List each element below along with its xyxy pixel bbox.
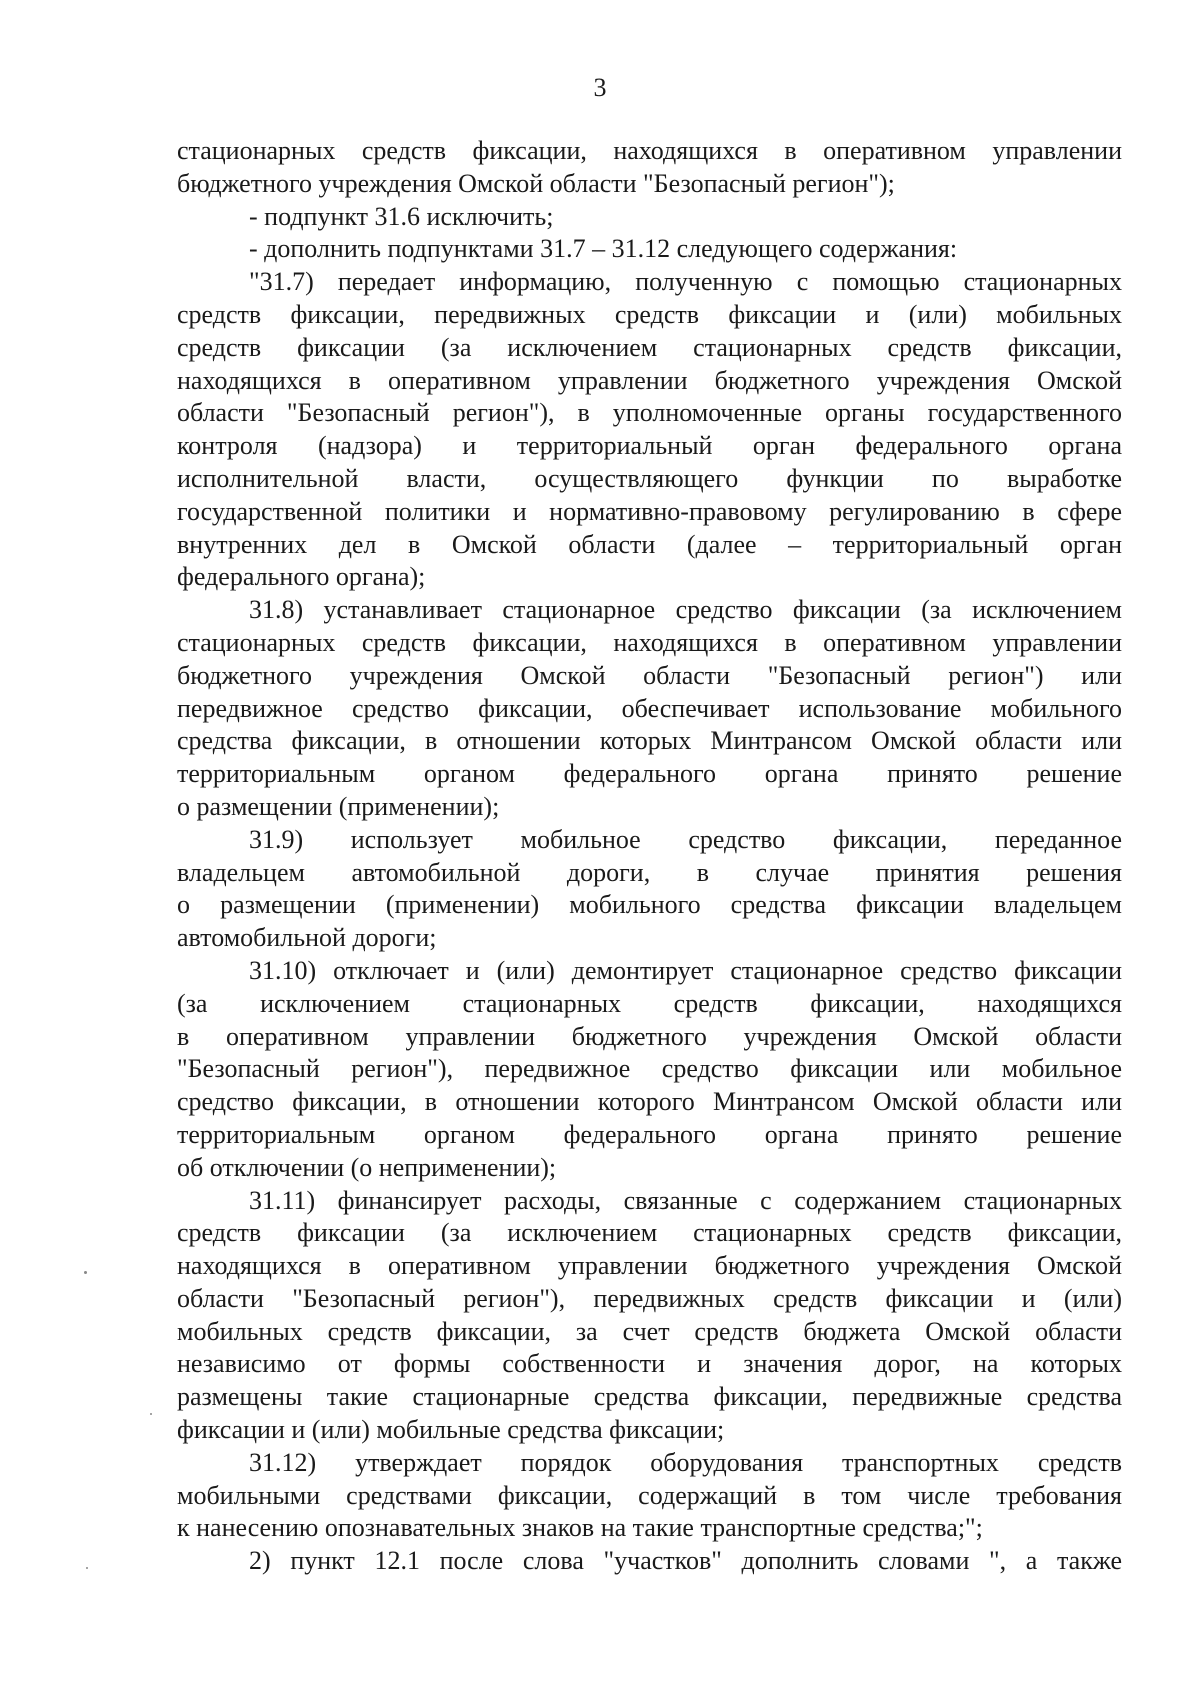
text-line: мобильными средствами фиксации, содержащий в том числе требования <box>177 1480 1122 1510</box>
text-line: исполнительной власти, осуществляющего функции по выработке <box>177 463 1122 493</box>
text-line: средств фиксации, передвижных средств фиксации и (или) мобильных <box>177 299 1122 329</box>
text-line: находящихся в оперативном управлении бюджетного учреждения Омской <box>177 1251 1122 1281</box>
document-body <box>177 135 1122 1578</box>
text-line: к нанесению опознавательных знаков на такие транспортные средства;"; <box>177 1513 983 1543</box>
text-line: области "Безопасный регион"), в уполномоченные органы государственного <box>177 398 1122 428</box>
text-line: "Безопасный регион"), передвижное средство фиксации или мобильное <box>177 1054 1122 1084</box>
text-line: бюджетного учреждения Омской области "Безопасный регион") или <box>177 660 1122 690</box>
text-line: 31.9) использует мобильное средство фиксации, переданное <box>249 824 1122 854</box>
text-line: независимо от формы собственности и значения дорог, на которых <box>177 1349 1122 1379</box>
text-line: территориальным органом федерального органа принято решение <box>177 759 1122 789</box>
text-line: 31.10) отключает и (или) демонтирует стационарное средство фиксации <box>249 955 1122 985</box>
text-line: бюджетного учреждения Омской области "Безопасный регион"); <box>177 168 895 198</box>
text-line: автомобильной дороги; <box>177 923 437 953</box>
text-line: в оперативном управлении бюджетного учреждения Омской области <box>177 1021 1122 1051</box>
text-line: о размещении (применении); <box>177 791 500 821</box>
text-line: средств фиксации (за исключением стационарных средств фиксации, <box>177 332 1122 362</box>
text-line: - дополнить подпунктами 31.7 – 31.12 следующего содержания: <box>249 234 958 264</box>
text-line: средств фиксации (за исключением стационарных средств фиксации, <box>177 1218 1122 1248</box>
text-line: (за исключением стационарных средств фиксации, находящихся <box>177 988 1122 1018</box>
text-line: мобильных средств фиксации, за счет средств бюджета Омской области <box>177 1316 1122 1346</box>
text-line: внутренних дел в Омской области (далее – территориальный орган <box>177 529 1122 559</box>
text-line: размещены такие стационарные средства фиксации, передвижные средства <box>177 1382 1122 1412</box>
text-line: владельцем автомобильной дороги, в случае принятия решения <box>177 857 1122 887</box>
page-number: 3 <box>593 73 607 102</box>
text-line: 2) пункт 12.1 после слова "участков" дополнить словами ", а также <box>249 1546 1122 1576</box>
text-line: находящихся в оперативном управлении бюджетного учреждения Омской <box>177 365 1122 395</box>
text-line: стационарных средств фиксации, находящихся в оперативном управлении <box>177 136 1122 165</box>
text-line: 31.11) финансирует расходы, связанные с содержанием стационарных <box>249 1185 1122 1215</box>
text-line: об отключении (о неприменении); <box>177 1152 557 1182</box>
text-line: - подпункт 31.6 исключить; <box>249 201 554 231</box>
text-line: передвижное средство фиксации, обеспечивает использование мобильного <box>177 693 1122 723</box>
text-line: "31.7) передает информацию, полученную с помощью стационарных <box>249 267 1122 297</box>
scan-speck <box>150 1413 152 1415</box>
text-line: федерального органа); <box>177 562 426 592</box>
scan-speck <box>86 1567 88 1569</box>
text-line: 31.12) утверждает порядок оборудования транспортных средств <box>249 1447 1122 1477</box>
text-line: стационарных средств фиксации, находящихся в оперативном управлении <box>177 627 1122 657</box>
text-line: 31.8) устанавливает стационарное средство фиксации (за исключением <box>249 595 1122 625</box>
scan-speck <box>84 1271 87 1274</box>
text-line: о размещении (применении) мобильного средства фиксации владельцем <box>177 890 1122 920</box>
text-line: средства фиксации, в отношении которых Минтрансом Омской области или <box>177 726 1122 756</box>
text-line: территориальным органом федерального органа принято решение <box>177 1119 1122 1149</box>
text-line: государственной политики и нормативно-правовому регулированию в сфере <box>177 496 1122 526</box>
text-line: области "Безопасный регион"), передвижных средств фиксации и (или) <box>177 1283 1122 1313</box>
text-line: средство фиксации, в отношении которого Минтрансом Омской области или <box>177 1087 1122 1117</box>
text-line: контроля (надзора) и территориальный орган федерального органа <box>177 431 1122 461</box>
text-line: фиксации и (или) мобильные средства фиксации; <box>177 1415 725 1445</box>
